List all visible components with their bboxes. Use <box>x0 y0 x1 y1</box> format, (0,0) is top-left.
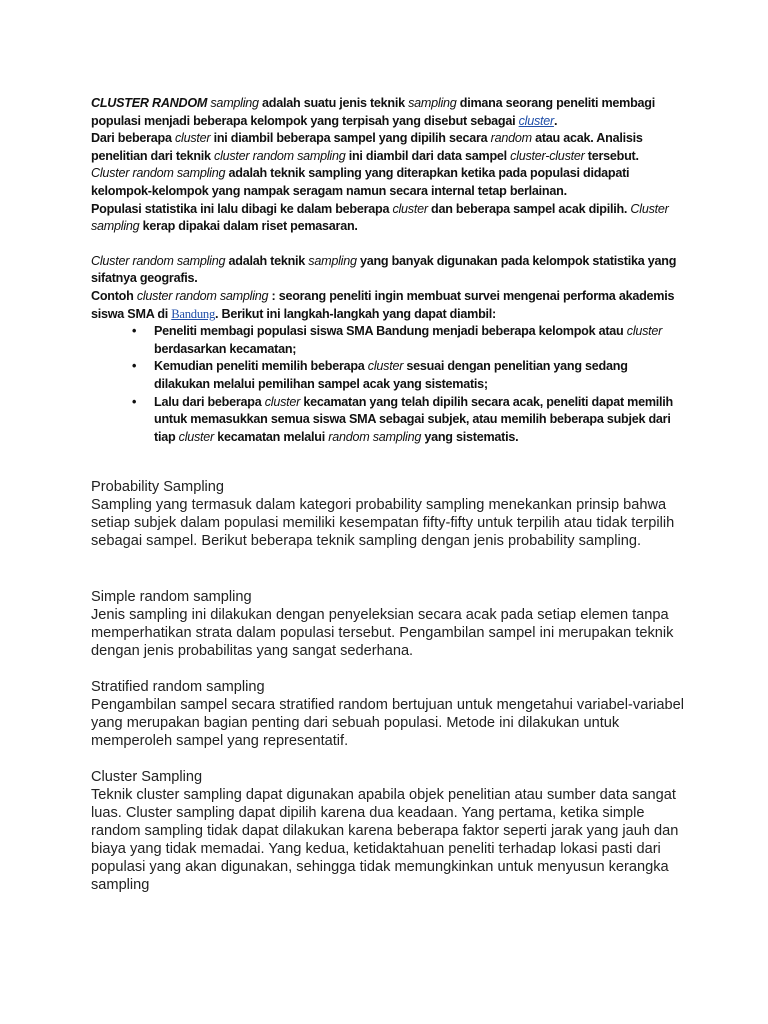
text: kecamatan melalui <box>213 429 329 444</box>
text: Contoh <box>91 288 137 303</box>
paragraph-applied <box>91 165 681 200</box>
bandung-link[interactable]: Bandung <box>171 306 215 321</box>
steps-list <box>91 323 681 446</box>
italic-text: cluster <box>626 324 663 339</box>
list-item <box>154 358 681 393</box>
text: . Berikut ini langkah-langkah yang dapat diambil: <box>215 306 496 321</box>
italic-text: cluster random sampling <box>214 148 346 163</box>
italic-text: random <box>490 131 532 146</box>
italic-text: sampling <box>408 96 457 110</box>
italic-text: Cluster sampling <box>91 201 669 234</box>
text: dimana seorang peneliti membagi populasi menjadi beberapa kelompok yang terpisah yang disebut sebagai <box>91 96 655 128</box>
text: berdasarkan kecamatan; <box>154 341 297 356</box>
text: Dari beberapa <box>91 131 175 146</box>
italic-text: Cluster random sampling <box>91 253 226 268</box>
text: ini diambil beberapa sampel yang dipilih secara <box>210 131 491 146</box>
text: . <box>553 113 558 128</box>
spacer <box>91 660 691 678</box>
text: tersebut. <box>584 148 639 163</box>
paragraph-population <box>91 201 681 236</box>
text: yang sistematis. <box>421 429 519 444</box>
text: Peneliti membagi populasi siswa SMA Bandung menjadi beberapa kelompok atau <box>154 324 627 339</box>
italic-text: cluster-cluster <box>510 148 585 163</box>
text: Kemudian peneliti memilih beberapa <box>154 359 368 374</box>
heading-cluster-sampling: Cluster Sampling <box>91 769 203 785</box>
italic-text: cluster <box>367 359 404 374</box>
italic-text: cluster random sampling <box>136 288 269 303</box>
text: ini diambil dari data sampel <box>345 148 511 163</box>
text: Populasi statistika ini lalu dibagi ke dalam beberapa <box>91 201 393 216</box>
term-cluster-random: CLUSTER RANDOM <box>91 96 208 110</box>
italic-text: cluster <box>175 131 211 146</box>
italic-text: cluster <box>178 429 214 444</box>
heading-stratified-random-sampling: Stratified random sampling <box>91 679 265 695</box>
heading-simple-random-sampling: Simple random sampling <box>91 589 252 605</box>
paragraph-example <box>91 288 681 323</box>
body-stratified-random-sampling: Pengambilan sampel secara stratified random bertujuan untuk mengetahui variabel-variabel yang merupakan bagian penting dari sebuah populasi. Metode ini dilakukan untuk memperoleh sampel yang representatif. <box>91 697 685 749</box>
body-cluster-sampling: Teknik cluster sampling dapat digunakan apabila objek penelitian atau sumber data sangat luas. Cluster sampling dapat dipilih karena dua keadaan. Yang pertama, ketika simple random sampling tidak dapat dilakukan karena beberapa faktor seperti jarak yang jauh dan biaya yang tidak memadai. Yang kedua, ketidaktahuan peneliti terhadap lokasi pasti dari populasi yang akan digunakan, sehingga tidak memungkinkan untuk menyusun kerangka sampling <box>91 787 679 893</box>
cluster-random-section <box>91 95 681 446</box>
italic-text: cluster <box>264 394 301 409</box>
text: dan beberapa sampel acak dipilih. <box>427 201 631 216</box>
text: sesuai dengan penelitian yang sedang dilakukan melalui pemilihan sampel acak yang sistematis; <box>154 359 628 391</box>
italic-text: sampling <box>308 253 357 268</box>
text: adalah suatu jenis teknik <box>258 96 409 110</box>
text: kecamatan yang telah dipilih secara acak, peneliti dapat memilih untuk memasukkan semua siswa SMA sebagai subjek, atau memilih beberapa subjek dari tiap <box>154 394 673 444</box>
italic-text: cluster <box>392 201 428 216</box>
paragraph-analysis <box>91 130 681 165</box>
cluster-link[interactable]: cluster <box>518 113 554 128</box>
text: adalah teknik sampling yang diterapkan ketika pada populasi didapati kelompok-kelompok yang nampak seragam namun secara internal tetap berlainan. <box>91 166 630 198</box>
heading-probability-sampling: Probability Sampling <box>91 479 225 495</box>
paragraph-geographic <box>91 253 681 288</box>
body-simple-random-sampling: Jenis sampling ini dilakukan dengan penyeleksian secara acak pada setiap elemen tanpa memperhatikan strata dalam populasi tersebut. Pengambilan sampel ini merupakan teknik dengan jenis probabilitas yang sangat sederhana. <box>91 607 674 659</box>
spacer <box>91 750 691 768</box>
sampling-types-section <box>91 478 691 894</box>
text: atau acak. Analisis penelitian dari teknik <box>91 131 643 163</box>
list-item <box>154 323 681 358</box>
text: : seorang peneliti ingin membuat survei mengenai performa akademis siswa SMA di <box>91 288 675 321</box>
text: adalah teknik <box>225 253 309 268</box>
text: yang banyak digunakan pada kelompok statistika yang sifatnya geografis. <box>91 253 677 286</box>
paragraph-definition <box>91 95 681 130</box>
text: Lalu dari beberapa <box>154 394 265 409</box>
italic-text: Cluster random sampling <box>91 166 226 181</box>
body-probability-sampling: Sampling yang termasuk dalam kategori probability sampling menekankan prinsip bahwa setiap subjek dalam populasi memiliki kesempatan fifty-fifty untuk terpilih atau tidak terpilih sebagai sampel. Berikut beberapa teknik sampling dengan jenis probability sampling. <box>91 497 675 549</box>
list-item <box>154 394 681 447</box>
italic-text: sampling <box>207 96 259 110</box>
text: kerap dipakai dalam riset pemasaran. <box>139 219 358 234</box>
spacer <box>91 236 681 253</box>
italic-text: random sampling <box>328 429 422 444</box>
spacer <box>91 550 691 588</box>
